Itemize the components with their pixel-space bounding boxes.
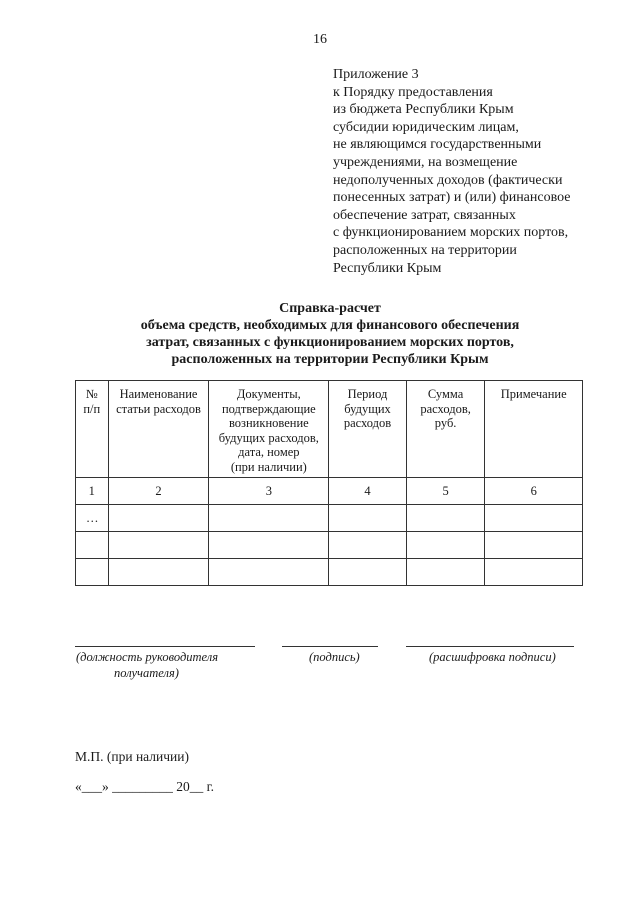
table-cell [209,559,329,586]
appendix-line: из бюджета Республики Крым [333,102,514,118]
stamp-label: М.П. (при наличии) [75,749,189,764]
table-cell [209,505,329,532]
position-label-cont: получателя) [114,666,179,680]
appendix-line: обеспечение затрат, связанных [333,207,516,223]
table-row [76,505,583,532]
appendix-line: Приложение 3 [333,67,419,82]
title-line: Справка-расчет [279,301,381,316]
table-cell [329,532,407,559]
table-cell [485,505,583,532]
appendix-line: недополученных доходов (фактически [333,172,563,188]
table-cell [209,532,329,559]
table-cell [329,559,407,586]
title-line: расположенных на территории Республики Крым [171,352,489,367]
column-number: 1 [76,478,109,505]
table-cell [108,505,209,532]
date-line: «___» _________ 20__ г. [75,779,215,794]
appendix-line: расположенных на территории [333,242,517,258]
table-cell [108,532,209,559]
table-cell: … [76,505,109,532]
table-row [76,532,583,559]
document-title [60,300,600,368]
table-cell [329,505,407,532]
table-cell [485,559,583,586]
column-number: 4 [329,478,407,505]
column-number: 6 [485,478,583,505]
header-note: Примечание [485,381,583,478]
calculation-table [75,380,583,586]
decoding-signature-line [406,646,574,647]
table-cell [406,532,485,559]
appendix-line: не являющимся государственными [333,137,542,153]
position-label: (должность руководителя [76,650,219,664]
position-signature-line [75,646,255,647]
title-line: объема средств, необходимых для финансового обеспечения [140,318,520,333]
title-line: затрат, связанных с функционированием морских портов, [146,335,514,350]
appendix-line: к Порядку предоставления [333,84,493,100]
table-cell [485,532,583,559]
table-cell [76,532,109,559]
table-cell [76,559,109,586]
column-number: 2 [108,478,209,505]
header-expense-item: Наименование статьи расходов [108,381,209,478]
header-period: Период будущих расходов [329,381,407,478]
table-cell [108,559,209,586]
header-number: № п/п [76,381,109,478]
column-number: 5 [406,478,485,505]
table-row [76,559,583,586]
appendix-header [333,66,571,277]
header-amount: Сумма расходов, руб. [406,381,485,478]
appendix-line: понесенных затрат) и (или) финансовое [333,190,571,206]
appendix-line: учреждениями, на возмещение [333,154,518,170]
signature-line [282,646,378,647]
appendix-line: с функционированием морских портов, [333,225,569,241]
table-cell [406,505,485,532]
column-number: 3 [209,478,329,505]
header-documents: Документы, подтверждающие возникновение будущих расходов, дата, номер (при наличии) [209,381,329,478]
table-header-row [76,381,583,478]
appendix-line: субсидии юридическим лицам, [333,119,519,135]
appendix-line: Республики Крым [333,260,442,276]
column-number-row [76,478,583,505]
decoding-label: (расшифровка подписи) [429,650,556,664]
page-number: 16 [313,32,327,47]
table-cell [406,559,485,586]
signature-label: (подпись) [309,650,360,664]
